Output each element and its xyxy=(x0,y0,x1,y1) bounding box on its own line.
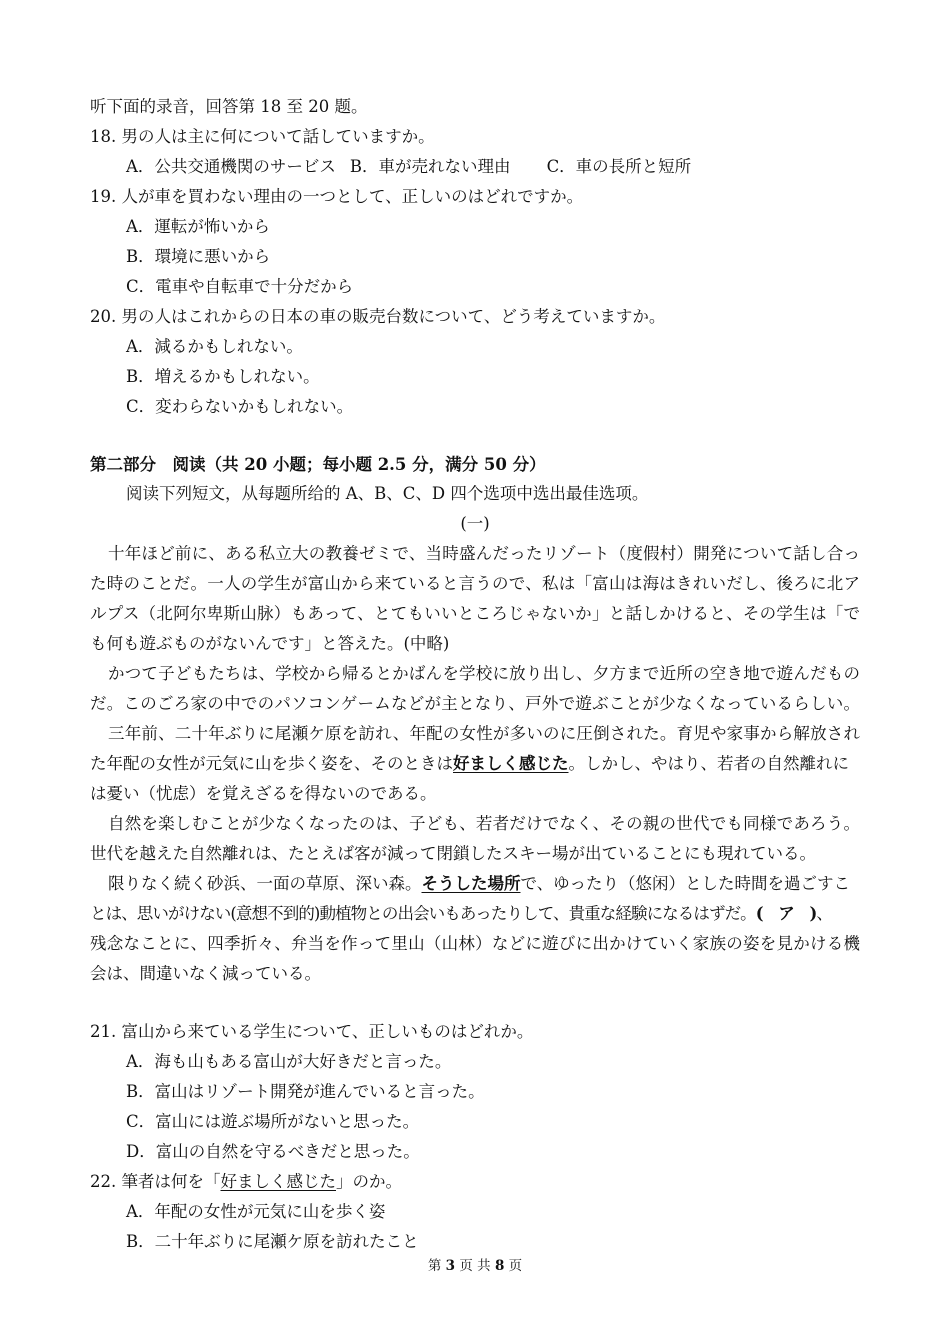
passage-p1-line-2: た時のことだ。一人の学生が富山から来ていると言うので、私は「富山は海はきれいだし、後ろに北ア xyxy=(90,574,860,593)
passage-p1-line-3: ルプス（北阿尔卑斯山脉）もあって、とてもいいところじゃないか」と話しかけると、その学生は「で xyxy=(90,604,860,623)
listening-instruction: 听下面的录音，回答第 18 至 20 题。 xyxy=(90,97,368,116)
question-19-stem: 19. 人が車を買わない理由の一つとして、正しいのはどれですか。 xyxy=(90,187,584,206)
question-20-option-c: C．変わらないかもしれない。 xyxy=(126,397,354,416)
question-21-option-d: D．富山の自然を守るべきだと思った。 xyxy=(126,1142,420,1161)
question-18-option-c: C．車の長所と短所 xyxy=(546,157,692,176)
passage-p5-text-after: で、ゆったり（悠闲）とした時間を過ごすこ xyxy=(520,874,851,893)
question-21-stem: 21. 富山から来ている学生について、正しいものはどれか。 xyxy=(90,1022,534,1041)
passage-p3-line-3: は憂い（忧虑）を覚えざるを得ないのである。 xyxy=(90,784,437,803)
passage-p5-line-4: 会は、間違いなく減っている。 xyxy=(90,964,321,983)
page-total: 8 xyxy=(494,1258,505,1274)
question-21-option-a: A．海も山もある富山が大好きだと言った。 xyxy=(126,1052,452,1071)
passage-p2-line-1: かつて子どもたちは、学校から帰るとかばんを学校に放り出し、夕方まで近所の空き地で遊んだもの xyxy=(108,664,860,683)
question-18-stem: 18. 男の人は主に何について話していますか。 xyxy=(90,127,435,146)
page-number: 3 xyxy=(445,1258,456,1274)
underlined-phrase-soushita-basho: そうした場所 xyxy=(421,874,521,893)
question-20-option-b: B．増えるかもしれない。 xyxy=(126,367,320,386)
question-22-stem-text: 22. 筆者は何を「 xyxy=(90,1172,221,1191)
passage-p4-line-2: 世代を越えた自然離れは、たとえば客が減って閉鎖したスキー場が出ていることにも現れている。 xyxy=(90,844,816,863)
reading-instruction: 阅读下列短文，从每题所给的 A、B、C、D 四个选项中选出最佳选项。 xyxy=(126,484,649,503)
question-22-stem xyxy=(90,1170,870,1194)
footer-middle: 页 共 xyxy=(455,1258,495,1274)
passage-p5-line-1 xyxy=(108,872,888,896)
passage-p3-line-2 xyxy=(90,752,870,776)
blank-a: ( ア ) xyxy=(755,904,817,923)
question-22-option-a: A．年配の女性が元気に山を歩く姿 xyxy=(126,1202,386,1221)
passage-number: (一) xyxy=(460,514,490,533)
footer-prefix: 第 xyxy=(427,1258,446,1274)
question-18-options xyxy=(126,155,906,179)
question-20-stem: 20. 男の人はこれからの日本の車の販売台数について、どう考えていますか。 xyxy=(90,307,666,326)
passage-p3-text-after: 。しかし、やはり、若者の自然離れに xyxy=(568,754,849,773)
passage-p5-line-3: 残念なことに、四季折々、弁当を作って里山（山林）などに遊びに出かけていく家族の姿を見かける機 xyxy=(90,934,860,953)
page-footer xyxy=(0,1256,950,1276)
question-22-underlined: 好ましく感じた xyxy=(220,1172,336,1191)
passage-p1-line-4: も何も遊ぶものがないんです」と答えた。(中略) xyxy=(90,634,450,653)
passage-p5-line-2-text: とは、思いがけない(意想不到的)動植物との出会いもあったりして、貴重な経験になるはずだ。 xyxy=(90,904,756,923)
underlined-phrase-konomashiku: 好ましく感じた xyxy=(453,754,569,773)
question-19-option-b: B．環境に悪いから xyxy=(126,247,271,266)
passage-p5-line-2-comma: 、 xyxy=(816,904,833,923)
passage-p3-line-1: 三年前、二十年ぶりに尾瀬ケ原を訪れ、年配の女性が多いのに圧倒された。育児や家事から解放され xyxy=(108,724,860,743)
passage-p5-line-2 xyxy=(90,902,870,926)
passage-p1-line-1: 十年ほど前に、ある私立大の教養ゼミで、当時盛んだったリゾート（度假村）開発について話し合っ xyxy=(108,544,860,563)
footer-suffix: 页 xyxy=(504,1258,523,1274)
question-22-option-b: B．二十年ぶりに尾瀬ケ原を訪れたこと xyxy=(126,1232,419,1251)
question-19-option-a: A．運転が怖いから xyxy=(126,217,270,236)
question-20-option-a: A．減るかもしれない。 xyxy=(126,337,303,356)
question-19-option-c: C．電車や自転車で十分だから xyxy=(126,277,354,296)
passage-p4-line-1: 自然を楽しむことが少なくなったのは、子ども、若者だけでなく、その親の世代でも同様であろう。 xyxy=(108,814,860,833)
question-21-option-b: B．富山はリゾート開発が進んでいると言った。 xyxy=(126,1082,485,1101)
passage-p2-line-2: だ。このごろ家の中でのパソコンゲームなどが主となり、戸外で遊ぶことが少なくなっているらしい。 xyxy=(90,694,860,713)
question-18-option-b: B．車が売れない理由 xyxy=(349,157,511,176)
question-22-stem-after: 」のか。 xyxy=(336,1172,402,1191)
passage-p5-text: 限りなく続く砂浜、一面の草原、深い森。 xyxy=(108,874,422,893)
reading-section-heading: 第二部分 阅读（共 20 小题；每小题 2.5 分，满分 50 分） xyxy=(90,455,546,474)
question-21-option-c: C．富山には遊ぶ場所がないと思った。 xyxy=(126,1112,420,1131)
question-18-option-a: A．公共交通機関のサービス xyxy=(126,157,336,176)
passage-p3-text: た年配の女性が元気に山を歩く姿を、そのときは xyxy=(90,754,453,773)
